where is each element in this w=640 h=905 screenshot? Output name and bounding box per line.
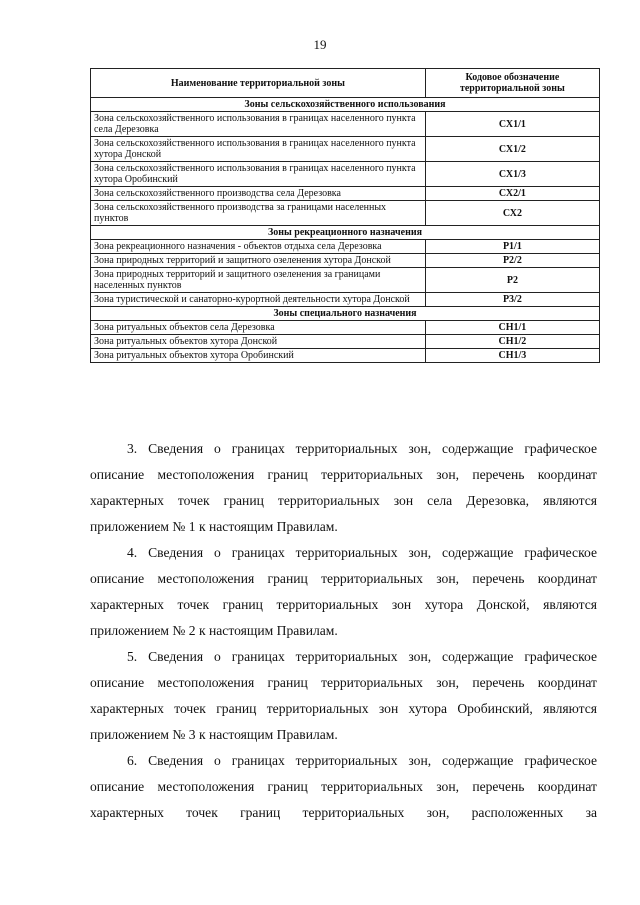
table-row (91, 321, 600, 335)
zone-group-row (91, 307, 600, 321)
zone-name-cell: Зона сельскохозяйственного производства за границами населенных пунктов (91, 201, 426, 226)
zone-name-cell: Зона сельскохозяйственного использования в границах населенного пункта села Дерезовка (91, 112, 426, 137)
table-row (91, 112, 600, 137)
table-row (91, 293, 600, 307)
zone-code-cell: Р1/1 (425, 240, 599, 254)
zone-name-cell: Зона ритуальных объектов хутора Оробинский (91, 349, 426, 363)
zone-name-cell: Зона природных территорий и защитного озеленения хутора Донской (91, 254, 426, 268)
page-number: 19 (313, 37, 327, 52)
zone-name-cell: Зона ритуальных объектов села Дерезовка (91, 321, 426, 335)
zone-code-cell: СН1/3 (425, 349, 599, 363)
zone-code-cell: СХ1/2 (425, 137, 599, 162)
header-zone-code: Кодовое обозначение территориальной зоны (425, 69, 599, 98)
table-row (91, 137, 600, 162)
zone-code-cell: СН1/1 (425, 321, 599, 335)
table-row (91, 187, 600, 201)
zone-name-cell: Зона сельскохозяйственного использования в границах населенного пункта хутора Оробинский (91, 162, 426, 187)
territorial-zones-table (90, 68, 600, 363)
body-text (90, 436, 597, 826)
paragraph-3: 3. Сведения о границах территориальных зон, содержащие графическое описание местоположения границ территориальных зон, перечень координат характерных точек границ территориальных зон села Дерезовка, являются приложением № 1 к настоящим Правилам. (90, 441, 597, 534)
zone-group-title: Зоны специального назначения (91, 307, 600, 321)
table-header-row (91, 69, 600, 98)
table-row (91, 240, 600, 254)
table-row (91, 349, 600, 363)
table-row (91, 335, 600, 349)
zone-code-cell: Р2/2 (425, 254, 599, 268)
header-zone-name: Наименование территориальной зоны (91, 69, 426, 98)
zone-code-cell: СН1/2 (425, 335, 599, 349)
zone-code-cell: СХ2 (425, 201, 599, 226)
zone-group-row (91, 226, 600, 240)
zone-name-cell: Зона рекреационного назначения - объектов отдыха села Дерезовка (91, 240, 426, 254)
zone-name-cell: Зона туристической и санаторно-курортной деятельности хутора Донской (91, 293, 426, 307)
table-row (91, 162, 600, 187)
zone-name-cell: Зона природных территорий и защитного озеленения за границами населенных пунктов (91, 268, 426, 293)
zone-code-cell: СХ1/3 (425, 162, 599, 187)
paragraph-6: 6. Сведения о границах территориальных зон, содержащие графическое описание местоположения границ территориальных зон, перечень координат характерных точек границ территориальных зон, расположенных за (90, 753, 597, 820)
zone-code-cell: СХ1/1 (425, 112, 599, 137)
zone-code-cell: Р2 (425, 268, 599, 293)
zone-group-row (91, 98, 600, 112)
zone-code-cell: СХ2/1 (425, 187, 599, 201)
table-row (91, 268, 600, 293)
zone-name-cell: Зона сельскохозяйственного производства села Дерезовка (91, 187, 426, 201)
zone-group-title: Зоны сельскохозяйственного использования (91, 98, 600, 112)
zone-code-cell: Р3/2 (425, 293, 599, 307)
zone-name-cell: Зона сельскохозяйственного использования в границах населенного пункта хутора Донской (91, 137, 426, 162)
table-row (91, 254, 600, 268)
paragraph-4: 4. Сведения о границах территориальных зон, содержащие графическое описание местоположения границ территориальных зон, перечень координат характерных точек границ территориальных зон хутора Донской, являются приложением № 2 к настоящим Правилам. (90, 545, 597, 638)
paragraph-5: 5. Сведения о границах территориальных зон, содержащие графическое описание местоположения границ территориальных зон, перечень координат характерных точек границ территориальных зон хутора Оробинский, являются приложением № 3 к настоящим Правилам. (90, 649, 597, 742)
zone-name-cell: Зона ритуальных объектов хутора Донской (91, 335, 426, 349)
table-row (91, 201, 600, 226)
table-body (91, 98, 600, 363)
zone-group-title: Зоны рекреационного назначения (91, 226, 600, 240)
